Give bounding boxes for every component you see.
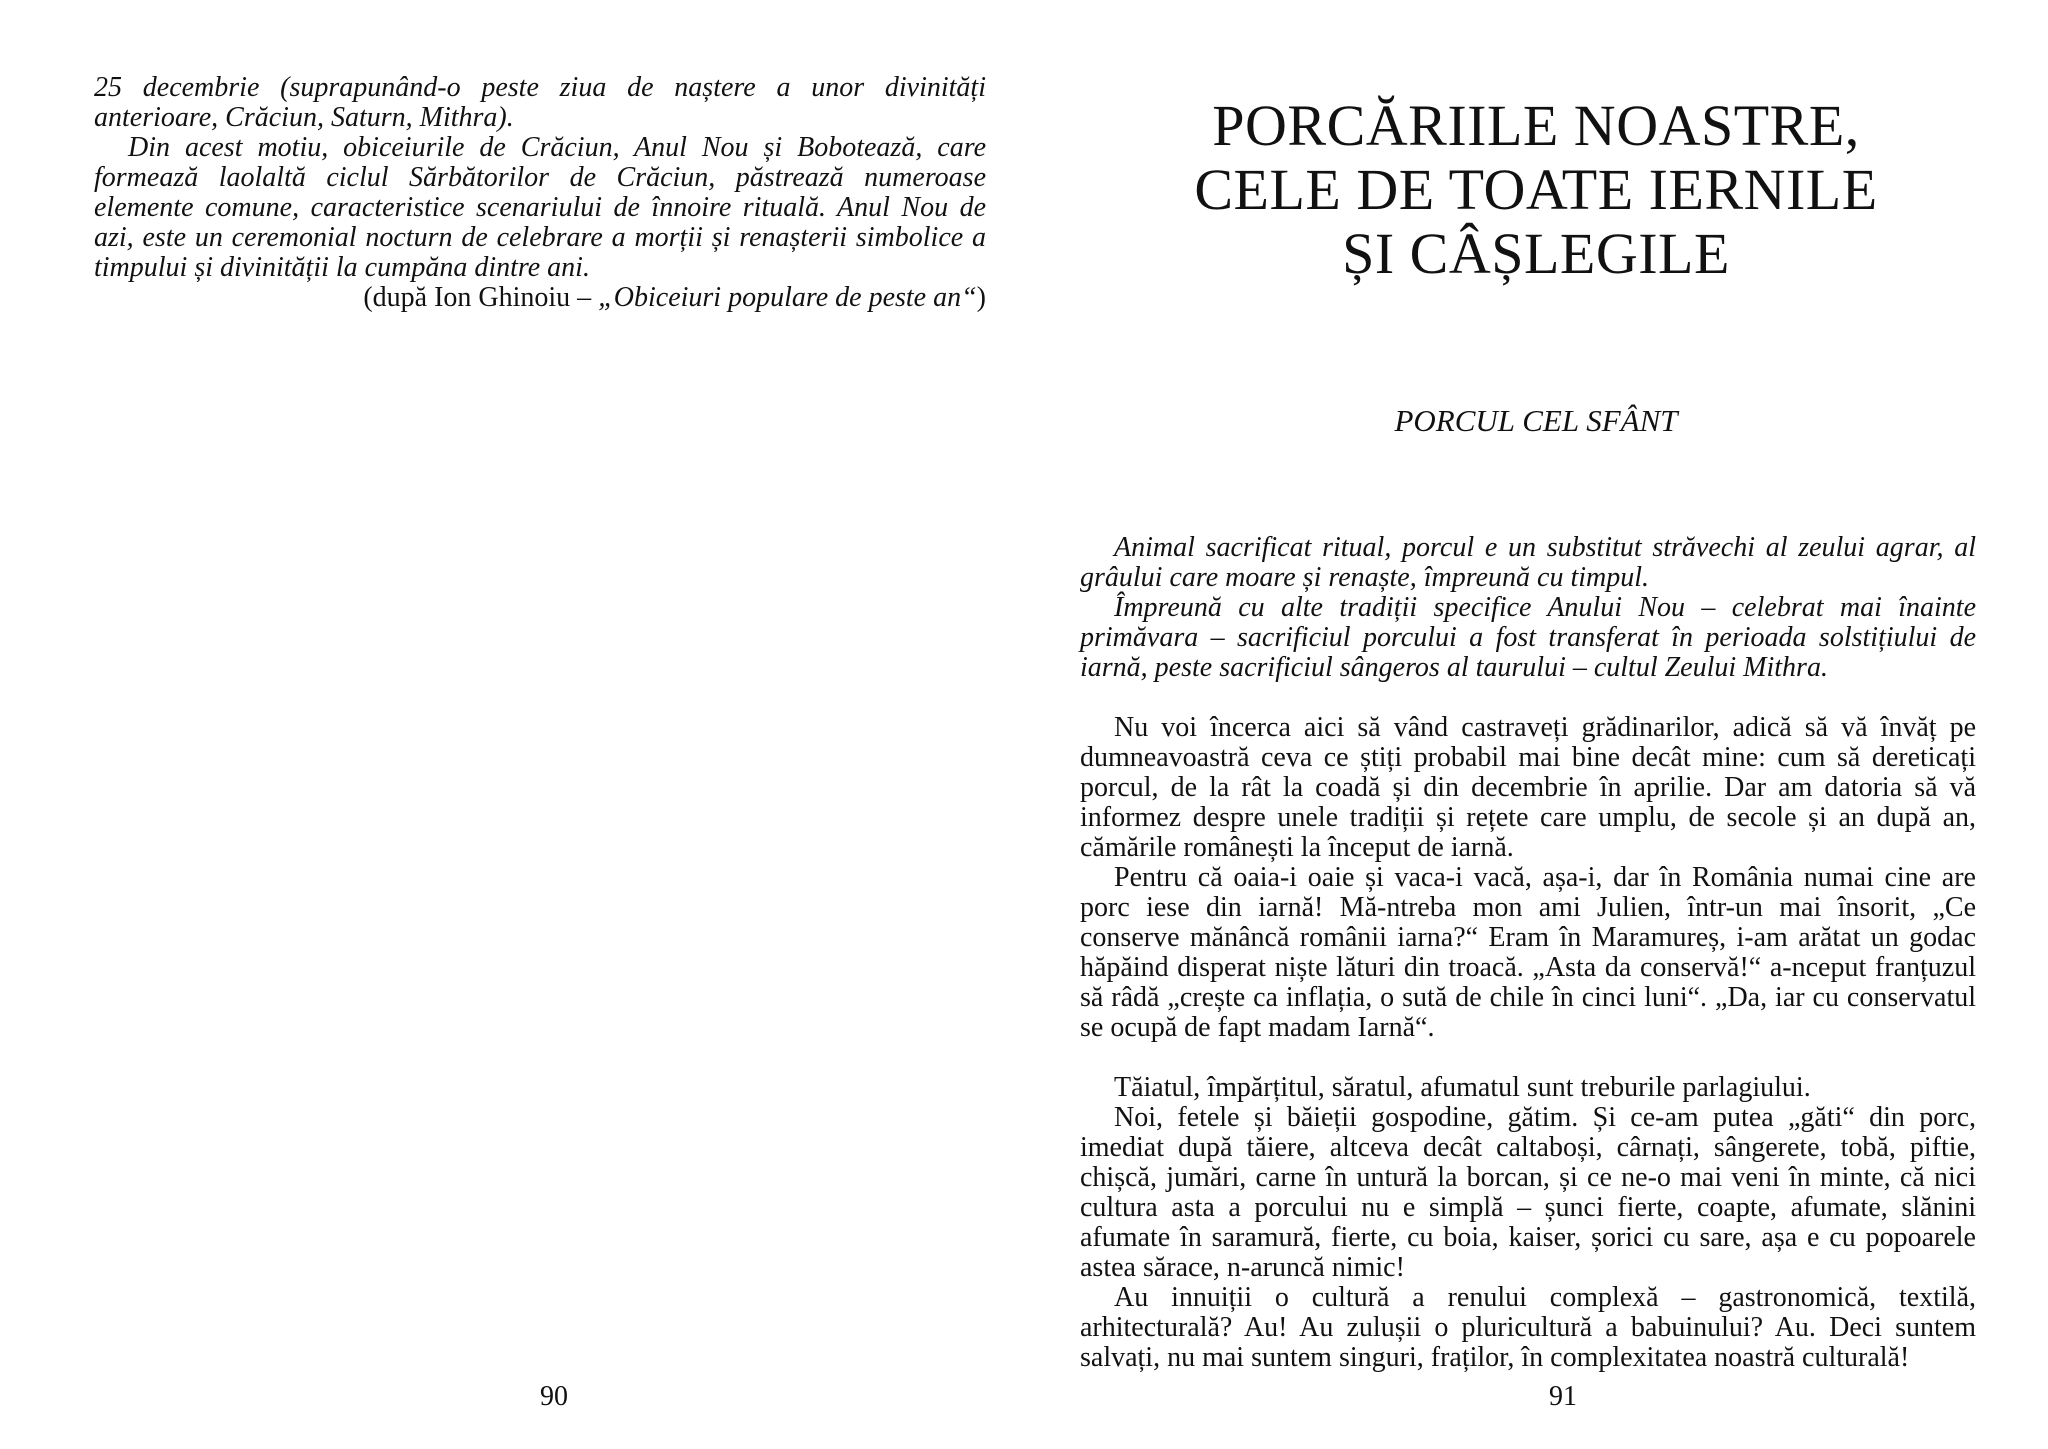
source-prefix: (după Ion Ghinoiu –: [363, 282, 599, 313]
body-paragraph-3: Tăiatul, împărțitul, săratul, afumatul sunt treburile parlagiului.: [1114, 1072, 1811, 1103]
left-text-column: [94, 73, 986, 313]
chapter-title: [1024, 94, 2048, 286]
source-title: „Obiceiuri populare de peste an“: [598, 282, 977, 313]
chapter-title-line-1: PORCĂRIILE NOASTRE,: [1212, 93, 1860, 158]
left-paragraph-2: Din acest motiu, obiceiurile de Crăciun, Anul Nou și Bobotează, care formează laolaltă ciclul Sărbătorilor de Crăciun, păstrează numeroase elemente comune, caracteristice scenariului de înnoire rituală. Anul Nou de azi, este un ceremonial nocturn de celebrare a morții și renașterii simbolice a timpului și divinității la cumpăna dintre ani.: [94, 132, 986, 283]
intro-paragraph-1: Animal sacrificat ritual, porcul e un substitut străvechi al zeului agrar, al grâului care moare și renaște, împreună cu timpul.: [1080, 532, 1976, 593]
page-number-right: 91: [1549, 1381, 1577, 1412]
body-text-1: [1080, 713, 1976, 1043]
page-number-left: 90: [540, 1381, 568, 1412]
body-text-2: [1080, 1073, 1976, 1373]
body-paragraph-1: Nu voi încerca aici să vând castraveți grădinarilor, adică să vă învăț pe dumneavoastră ceva ce știți probabil mai bine decât mine: cum să dereticați porcul, de la rât la coadă și din decembrie în aprilie. Dar am datoria să vă informez despre unele tradiții și rețete care umplu, de secole și an după an, cămările românești la început de iarnă.: [1080, 712, 1976, 863]
section-subtitle: PORCUL CEL SFÂNT: [1394, 403, 1678, 438]
chapter-title-line-2: CELE DE TOATE IERNILE: [1194, 157, 1878, 222]
body-paragraph-4: Noi, fetele și băieții gospodine, gătim. Și ce-am putea „găti“ din porc, imediat după tăiere, altceva decât caltaboși, cârnați, sângerete, tobă, piftie, chișcă, jumări, carne în untură la borcan, și ce ne-o mai veni în minte, că nici cultura asta a porcului nu e simplă – șunci fierte, coapte, afumate, slănini afumate în saramură, fierte, cu boia, kaiser, șorici cu sare, așa e cu popoarele astea sărace, n-aruncă nimic!: [1080, 1102, 1976, 1283]
left-paragraph-1: 25 decembrie (suprapunând-o peste ziua de naștere a unor divinități anterioare, Crăciun, Saturn, Mithra).: [94, 72, 986, 133]
right-page: [1024, 0, 2048, 1449]
body-paragraph-5: Au innuiții o cultură a renului complexă – gastronomică, textilă, arhitecturală? Au! Au zulușii o pluricultură a babuinului? Au. Deci suntem salvați, nu mai suntem singuri, fraților, în complexitatea noastră culturală!: [1080, 1282, 1976, 1373]
body-paragraph-2: Pentru că oaia-i oaie și vaca-i vacă, așa-i, dar în România numai cine are porc iese din iarnă! Mă-ntreba mon ami Julien, într-un mai însorit, „Ce conserve mănâncă românii iarna?“ Eram în Maramureș, i-am arătat un godac hăpăind disperat niște lături din troacă. „Asta da conservă!“ a-nceput franțuzul să râdă „crește ca inflația, o sută de chile în cinci luni“. „Da, iar cu conservatul se ocupă de fapt madam Iarnă“.: [1080, 862, 1976, 1043]
intro-text: [1080, 533, 1976, 683]
chapter-title-line-3: ȘI CÂȘLEGILE: [1342, 221, 1730, 286]
intro-paragraph-2: Împreună cu alte tradiții specifice Anului Nou – celebrat mai înainte primăvara – sacrificiul porcului a fost transferat în perioada solstițiului de iarnă, peste sacrificiul sângeros al taurului – cultul Zeului Mithra.: [1080, 592, 1976, 683]
source-citation: [94, 283, 986, 313]
source-suffix: ): [976, 282, 986, 313]
